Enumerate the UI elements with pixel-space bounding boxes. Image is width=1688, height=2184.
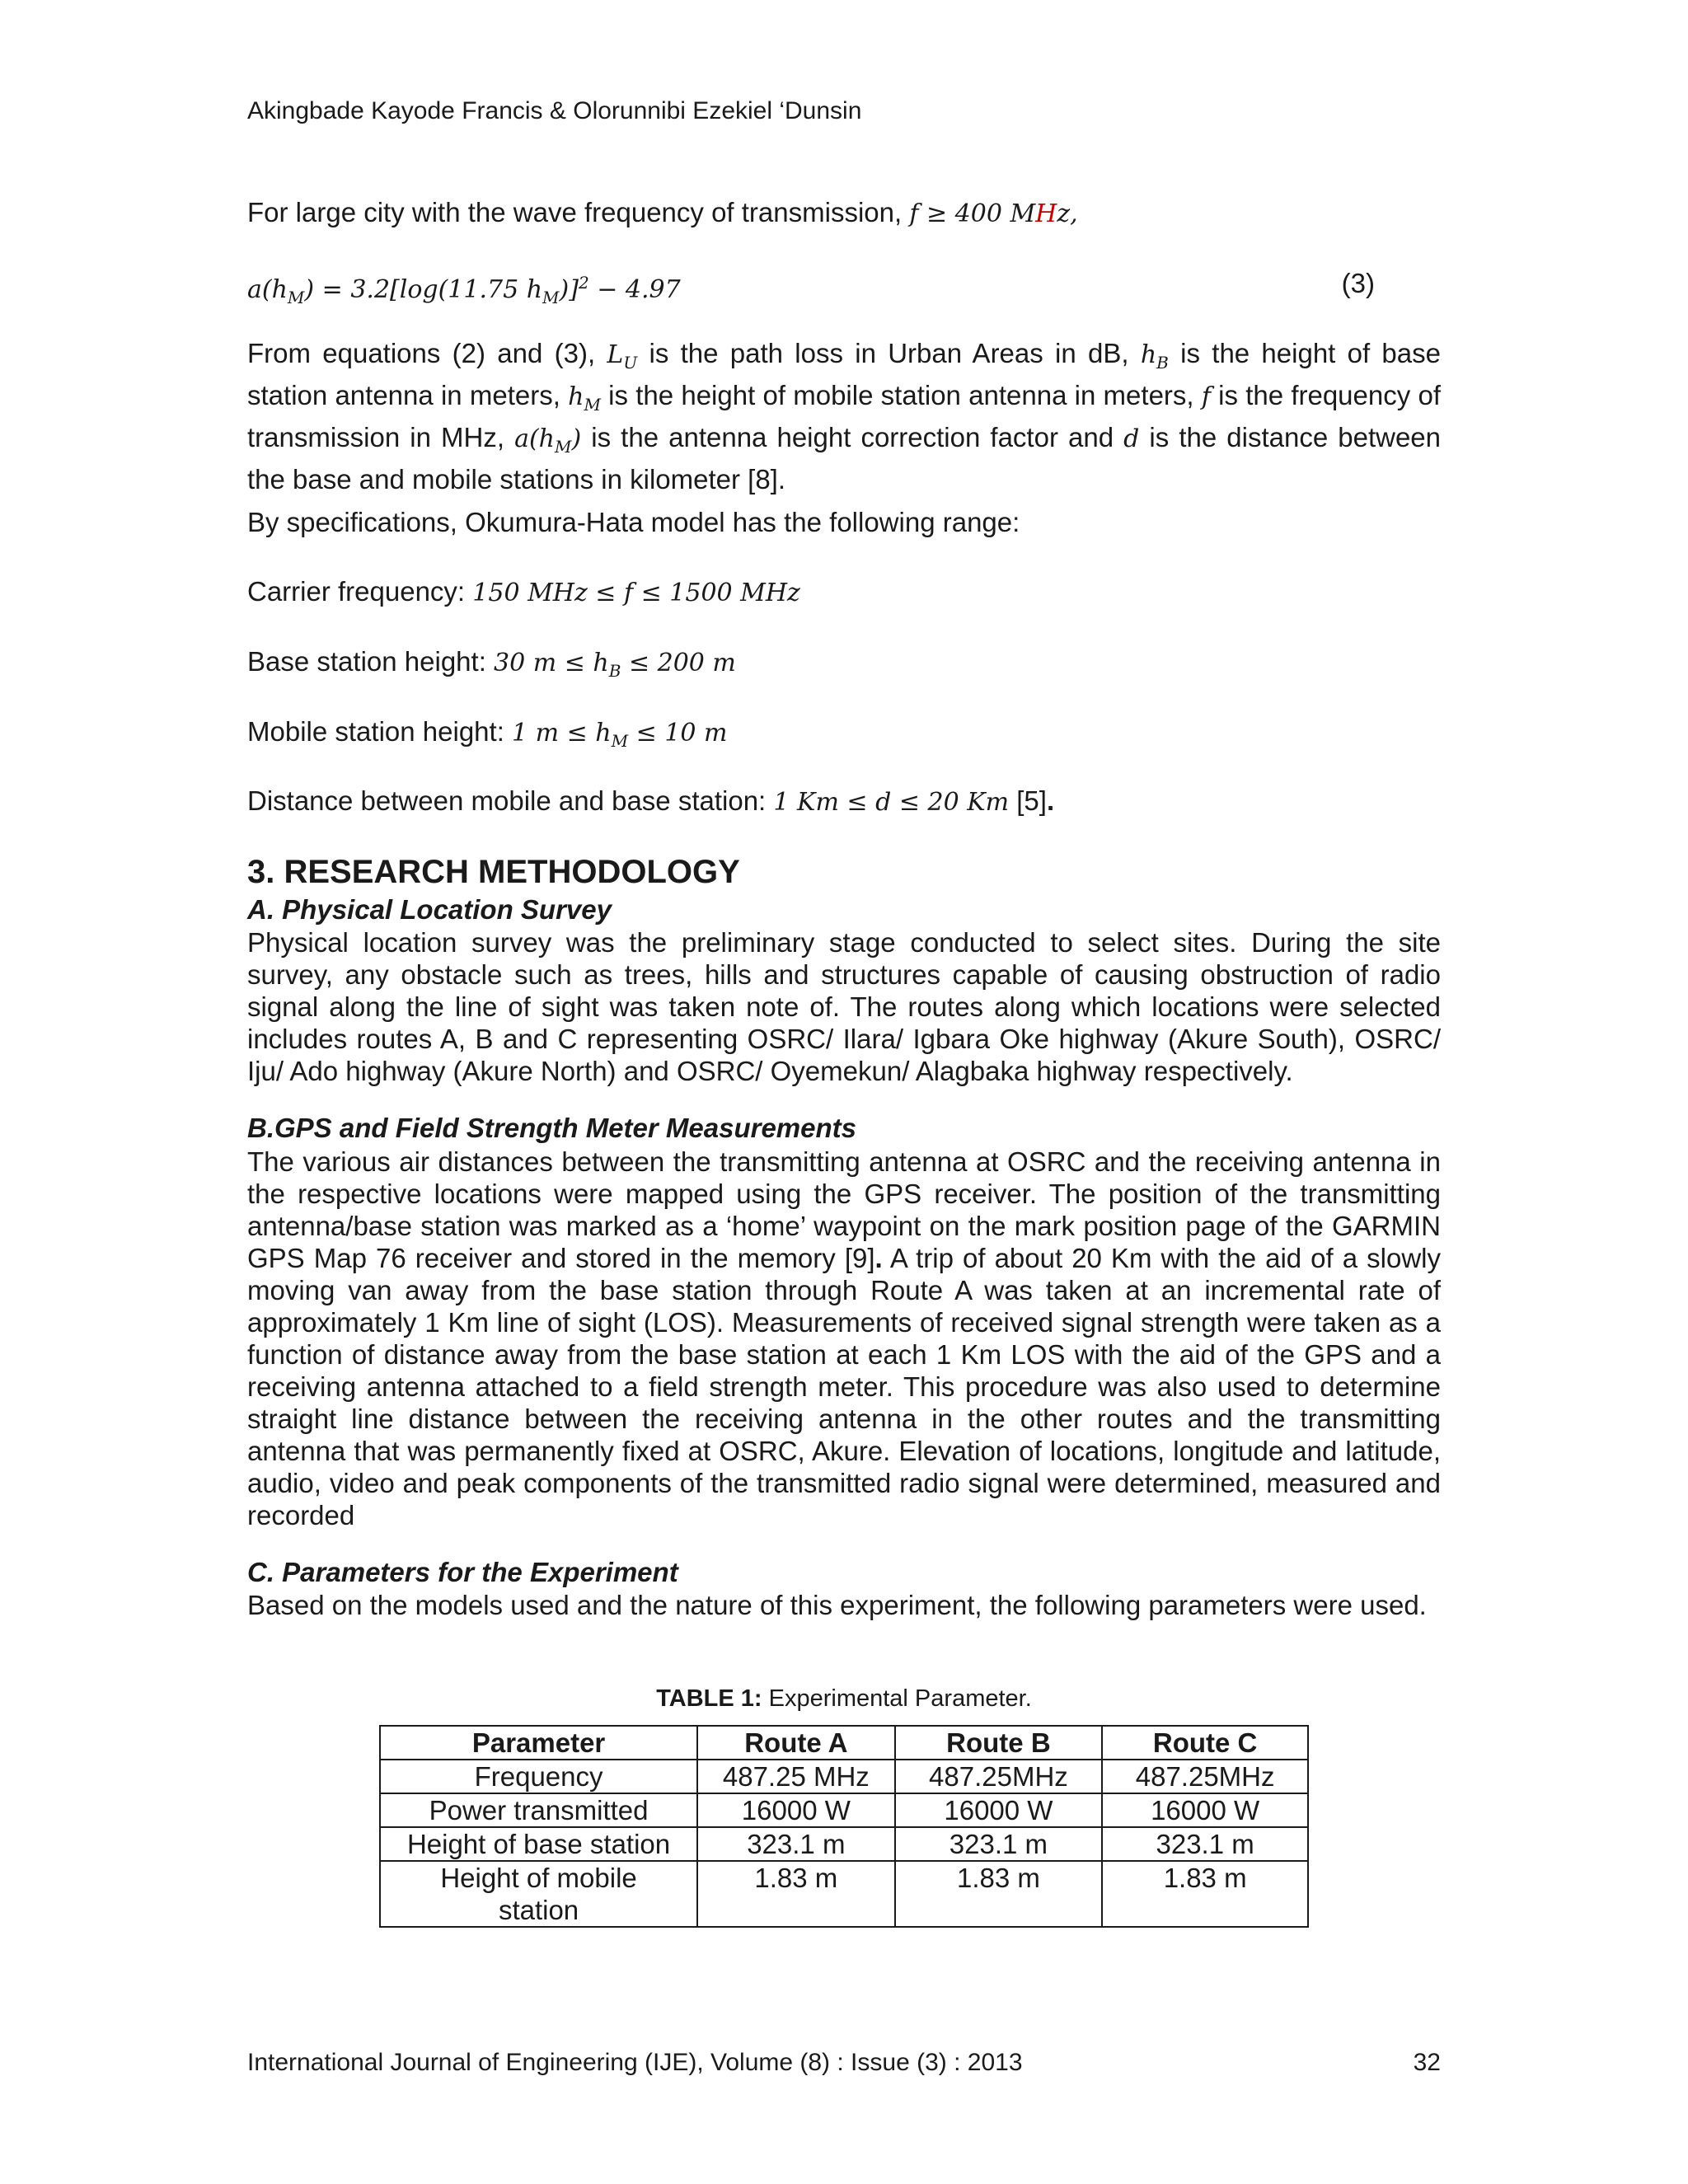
table-cell: 1.83 m (1102, 1861, 1308, 1927)
range-distance: Distance between mobile and base station: 1 Km ≤ d ≤ 20 Km [5]. (247, 785, 1055, 817)
table-cell: 487.25MHz (1102, 1760, 1308, 1793)
section-heading: 3. RESEARCH METHODOLOGY (247, 854, 740, 890)
table-cell: Power transmitted (380, 1793, 697, 1827)
table-cell: 16000 W (1102, 1793, 1308, 1827)
var-hM: $h_M$ (568, 382, 601, 415)
table-cell: 487.25 MHz (697, 1760, 894, 1793)
subsection-c-text: Based on the models used and the nature of this experiment, the following parameters were used. (247, 1590, 1427, 1620)
intro-line (247, 196, 1441, 230)
table-cell: 323.1 m (697, 1827, 894, 1861)
table-header: Route C (1102, 1726, 1308, 1760)
frequency-condition: f ≥ 400 MHz, (909, 199, 1078, 228)
table-cell: 323.1 m (1102, 1827, 1308, 1861)
table-cell: 1.83 m (697, 1861, 894, 1927)
table-header-row (380, 1726, 1308, 1760)
table-header: Route A (697, 1726, 894, 1760)
table-cell: 487.25MHz (895, 1760, 1103, 1793)
var-d: d (1123, 424, 1140, 453)
table-header: Route B (895, 1726, 1103, 1760)
table-caption: TABLE 1: Experimental Parameter. (656, 1685, 1032, 1712)
equation-expression: $a(h_M) = 3.2[\log(11.75$ $h_M)]^2 - 4.97$ (247, 273, 681, 307)
equation-3 (247, 267, 1441, 314)
subsection-c-heading: C. Parameters for the Experiment (247, 1557, 678, 1587)
journal-info: International Journal of Engineering (IJE), Volume (8) : Issue (3) : 2013 (247, 2049, 1023, 2076)
var-f: f (1201, 382, 1211, 411)
table-cell: 16000 W (697, 1793, 894, 1827)
equation-number: (3) (1341, 268, 1375, 298)
range-base-height: Base station height: 30 $m \le h_B \le 200$ m (247, 646, 736, 681)
var-LU: $L_U$ (607, 340, 638, 373)
table-cell: 323.1 m (895, 1827, 1103, 1861)
page-number: 32 (1413, 2049, 1441, 2076)
table-cell: Frequency (380, 1760, 697, 1793)
table-row (380, 1760, 1308, 1793)
var-hB: $h_B$ (1140, 340, 1169, 373)
definitions-paragraph: From equations (2) and (3), $L_U$ is the path loss in Urban Areas in dB, $h_B$ is the height of base station antenna in meters, $h_M$ is the height of mobile station antenna in meters, f is the frequency of transmission in MHz, $a(h_M)$ is the antenna height correction factor and d is the distance between the base and mobile stations in kilometer [8]. (247, 338, 1442, 494)
range-mobile-height: Mobile station height: 1 $m \le h_M \le 10$ m (247, 716, 728, 751)
table-cell: 16000 W (895, 1793, 1103, 1827)
running-header: Akingbade Kayode Francis & Olorunnibi Ezekiel ‘Dunsin (247, 97, 862, 124)
page-footer (247, 2049, 1441, 2077)
table-row (380, 1827, 1308, 1861)
table-header: Parameter (380, 1726, 697, 1760)
subsection-a-text: Physical location survey was the preliminary stage conducted to select sites. During the site survey, any obstacle such as trees, hills and structures capable of causing obstruction of radio signal along the line of sight was taken note of. The routes along which locations were selected includes routes A, B and C representing OSRC/ Ilara/ Igbara Oke highway (Akure South), OSRC/ Iju/ Ado highway (Akure North) and OSRC/ Oyemekun/ Alagbaka highway respectively. (247, 927, 1441, 1086)
table-cell: 1.83 m (895, 1861, 1103, 1927)
subsection-a-heading: A. Physical Location Survey (247, 894, 612, 925)
table-cell: Height of base station (380, 1827, 697, 1861)
parameters-table (379, 1725, 1309, 1928)
var-ahM: $a(h_M)$ (514, 424, 582, 457)
subsection-b-text: The various air distances between the transmitting antenna at OSRC and the receiving antenna in the respective locations were mapped using the GPS receiver. The position of the transmitting antenna/base station was marked as a ‘home’ waypoint on the mark position page of the GARMIN GPS Map 76 receiver and stored in the memory [9]. A trip of about 20 Km with the aid of a slowly moving van away from the base station through Route A was taken at an incremental rate of approximately 1 Km line of sight (LOS). Measurements of received signal strength were taken as a function of distance away from the base station at each 1 Km LOS with the aid of the GPS and a receiving antenna attached to a field strength meter. This procedure was also used to determine straight line distance between the receiving antenna in the other routes and the transmitting antenna that was permanently fixed at OSRC, Akure. Elevation of locations, longitude and latitude, audio, video and peak components of the transmitted radio signal were determined, measured and recorded (247, 1146, 1441, 1530)
table-row (380, 1793, 1308, 1827)
table-row (380, 1861, 1308, 1927)
table-cell: Height of mobile station (380, 1861, 697, 1927)
range-intro: By specifications, Okumura-Hata model has the following range: (247, 507, 1020, 537)
intro-text: For large city with the wave frequency of transmission, (247, 197, 903, 227)
range-carrier: Carrier frequency: 150 MHz ≤ f ≤ 1500 MHz (247, 576, 800, 607)
subsection-b-heading: B.GPS and Field Strength Meter Measurements (247, 1113, 856, 1143)
